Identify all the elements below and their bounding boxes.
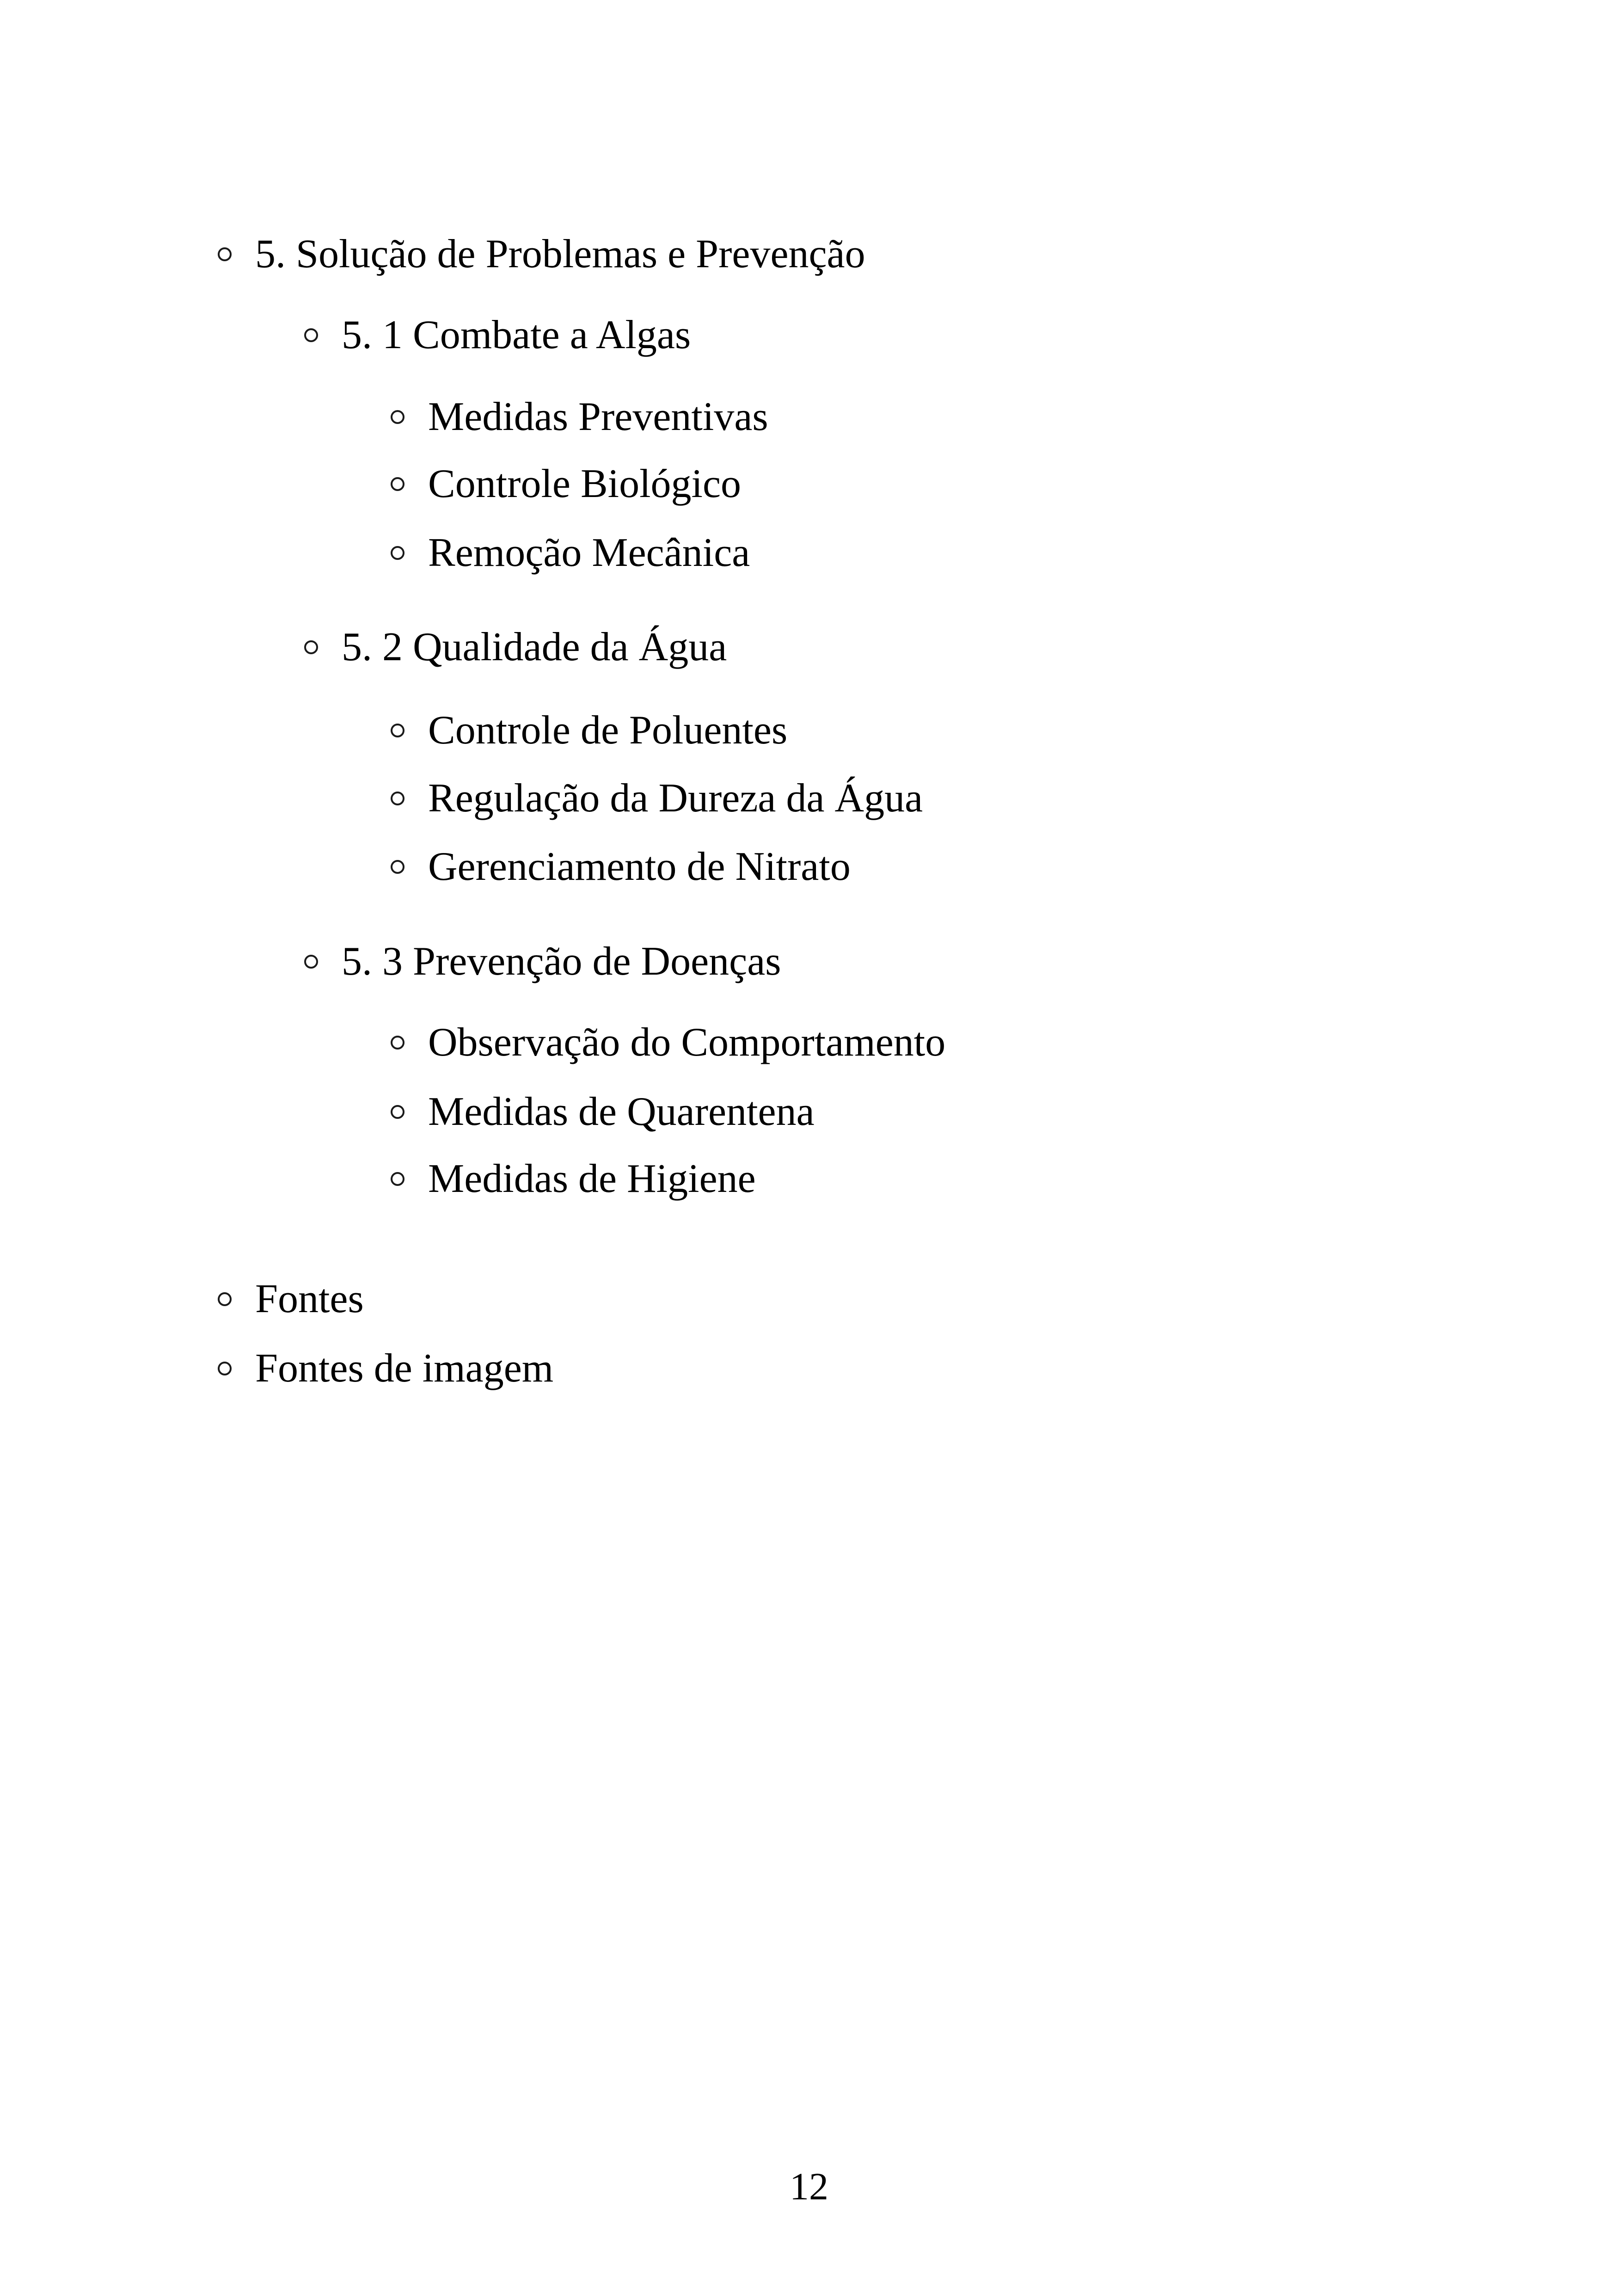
outline-item-label: 5. 3 Prevenção de Doenças — [342, 939, 781, 984]
outline-item-section-5-2 — [304, 620, 727, 675]
circle-bullet-icon — [304, 328, 318, 342]
outline-item — [391, 771, 923, 826]
outline-item-label: Remoção Mecânica — [428, 530, 750, 575]
outline-item — [391, 703, 787, 758]
circle-bullet-icon — [218, 1292, 232, 1306]
circle-bullet-icon — [218, 247, 232, 261]
circle-bullet-icon — [391, 1172, 404, 1186]
outline-item-section-5 — [218, 227, 865, 282]
circle-bullet-icon — [304, 955, 318, 969]
outline-item-label: 5. 1 Combate a Algas — [342, 313, 691, 357]
outline-item-label: Controle de Poluentes — [428, 708, 788, 753]
outline-item — [391, 389, 768, 445]
outline-item-label: 5. 2 Qualidade da Água — [342, 625, 727, 669]
outline-item-section-5-1 — [304, 307, 691, 363]
outline-item-image-sources — [218, 1341, 553, 1396]
circle-bullet-icon — [391, 724, 404, 737]
circle-bullet-icon — [391, 477, 404, 491]
outline-item-label: 5. Solução de Problemas e Prevenção — [255, 232, 865, 276]
outline-item-label: Medidas de Higiene — [428, 1156, 756, 1201]
outline-item-label: Controle Biológico — [428, 461, 742, 506]
circle-bullet-icon — [391, 546, 404, 560]
outline-item — [391, 456, 741, 512]
circle-bullet-icon — [218, 1362, 232, 1375]
circle-bullet-icon — [391, 860, 404, 874]
outline-item — [391, 1151, 756, 1207]
outline-item-label: Medidas Preventivas — [428, 394, 768, 439]
outline-item-label: Gerenciamento de Nitrato — [428, 844, 851, 889]
circle-bullet-icon — [391, 1036, 404, 1050]
outline-item-label: Fontes de imagem — [255, 1346, 554, 1391]
circle-bullet-icon — [304, 640, 318, 654]
circle-bullet-icon — [391, 410, 404, 424]
outline-item-sources — [218, 1271, 364, 1327]
outline-item-section-5-3 — [304, 934, 781, 989]
outline-item — [391, 1015, 945, 1070]
outline-item-label: Observação do Comportamento — [428, 1020, 946, 1065]
outline-item-label: Medidas de Quarentena — [428, 1089, 815, 1134]
outline-item-label: Regulação da Dureza da Água — [428, 776, 923, 821]
page-number: 12 — [790, 2165, 828, 2208]
circle-bullet-icon — [391, 1105, 404, 1119]
outline-item — [391, 1084, 815, 1140]
outline-item — [391, 839, 851, 895]
outline-item — [391, 525, 750, 581]
outline-item-label: Fontes — [255, 1277, 364, 1321]
circle-bullet-icon — [391, 792, 404, 805]
